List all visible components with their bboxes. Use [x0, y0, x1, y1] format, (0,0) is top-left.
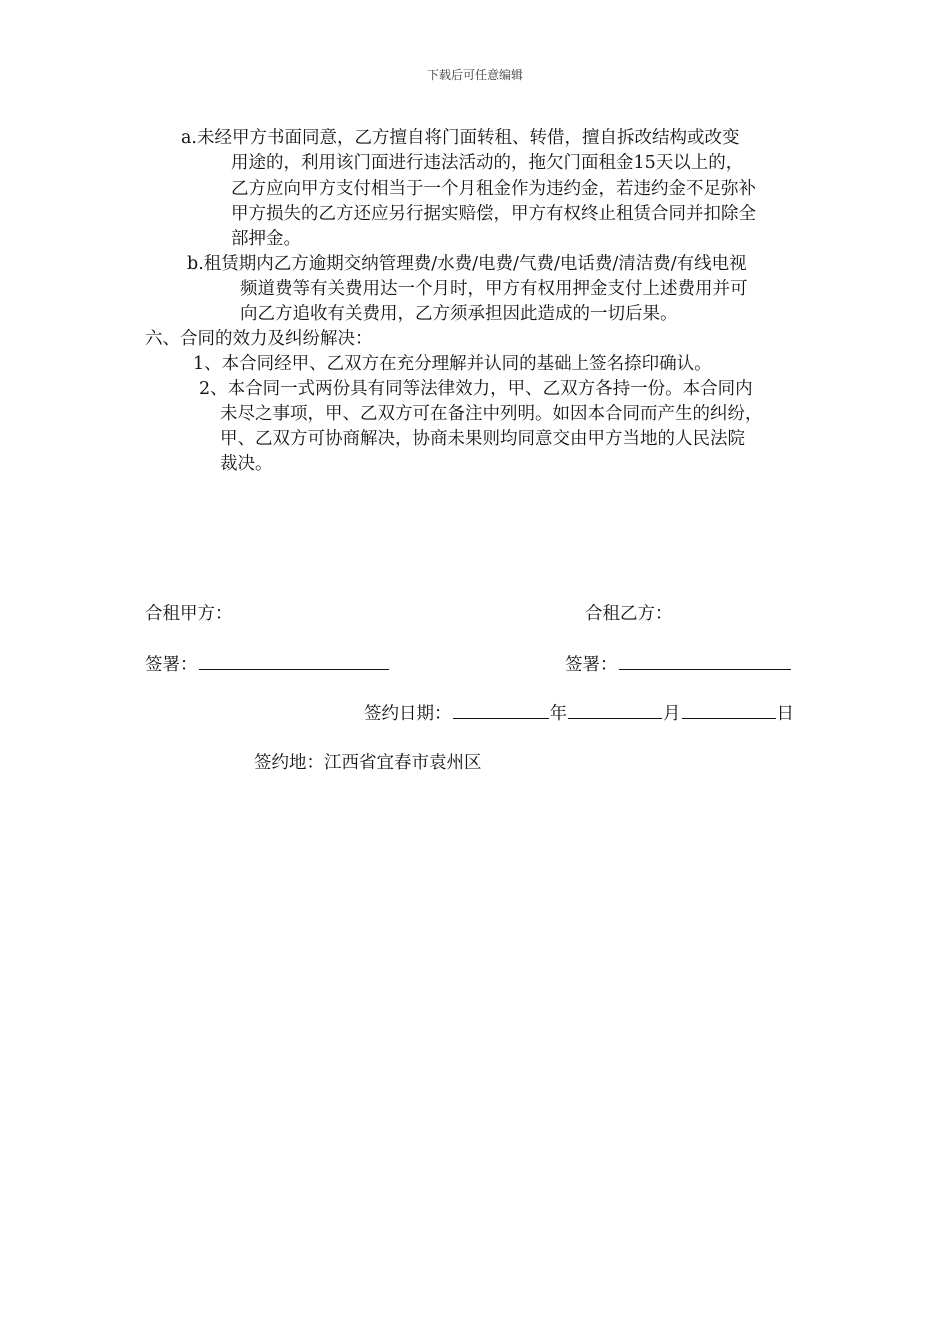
date-day-label: 日 — [776, 704, 794, 724]
clause-a-line-5: 部押金。 — [231, 229, 301, 249]
clause-b-line-1: b.租赁期内乙方逾期交纳管理费/水费/电费/气费/电话费/清洁费/有线电视 — [187, 254, 747, 274]
section-6-title: 六、合同的效力及纠纷解决： — [145, 329, 373, 349]
sign-b-label: 签署： — [565, 655, 618, 675]
sign-a-label: 签署： — [145, 655, 198, 675]
clause-b-line-3: 向乙方追收有关费用，乙方须承担因此造成的一切后果。 — [240, 304, 678, 324]
party-b-label: 合租乙方： — [585, 604, 673, 624]
date-month-label: 月 — [663, 704, 681, 724]
section-6-item-2-line-2: 未尽之事项，甲、乙双方可在备注中列明。如因本合同而产生的纠纷， — [220, 404, 763, 424]
clause-a-line-2: 用途的，利用该门面进行违法活动的，拖欠门面租金15天以上的， — [231, 153, 744, 173]
clause-b-line-2: 频道费等有关费用达一个月时，甲方有权用押金支付上述费用并可 — [240, 279, 748, 299]
clause-a-line-4: 甲方损失的乙方还应另行据实赔偿，甲方有权终止租赁合同并扣除全 — [231, 204, 756, 224]
section-6-item-2-line-1: 2、本合同一式两份具有同等法律效力，甲、乙双方各持一份。本合同内 — [199, 379, 753, 399]
party-a-label: 合租甲方： — [145, 604, 233, 624]
sign-a-row — [145, 651, 390, 676]
date-day-line[interactable] — [682, 717, 776, 719]
signing-place: 签约地：江西省宜春市袁州区 — [254, 753, 482, 773]
date-label: 签约日期： — [364, 704, 452, 724]
date-year-label: 年 — [549, 704, 567, 724]
header-note: 下载后可任意编辑 — [426, 68, 523, 82]
clause-a-line-1: a.未经甲方书面同意，乙方擅自将门面转租、转借，擅自拆改结构或改变 — [181, 128, 740, 148]
date-row — [364, 700, 794, 725]
date-month-line[interactable] — [568, 717, 662, 719]
sign-a-line[interactable] — [199, 668, 389, 670]
clause-a-line-3: 乙方应向甲方支付相当于一个月租金作为违约金，若违约金不足弥补 — [231, 179, 756, 199]
section-6-item-1: 1、本合同经甲、乙双方在充分理解并认同的基础上签名捺印确认。 — [193, 354, 712, 374]
section-6-item-2-line-3: 甲、乙双方可协商解决，协商未果则均同意交由甲方当地的人民法院 — [220, 429, 745, 449]
sign-b-line[interactable] — [619, 668, 791, 670]
sign-b-row — [565, 651, 792, 676]
date-year-line[interactable] — [453, 717, 549, 719]
section-6-item-2-line-4: 裁决。 — [220, 454, 273, 474]
